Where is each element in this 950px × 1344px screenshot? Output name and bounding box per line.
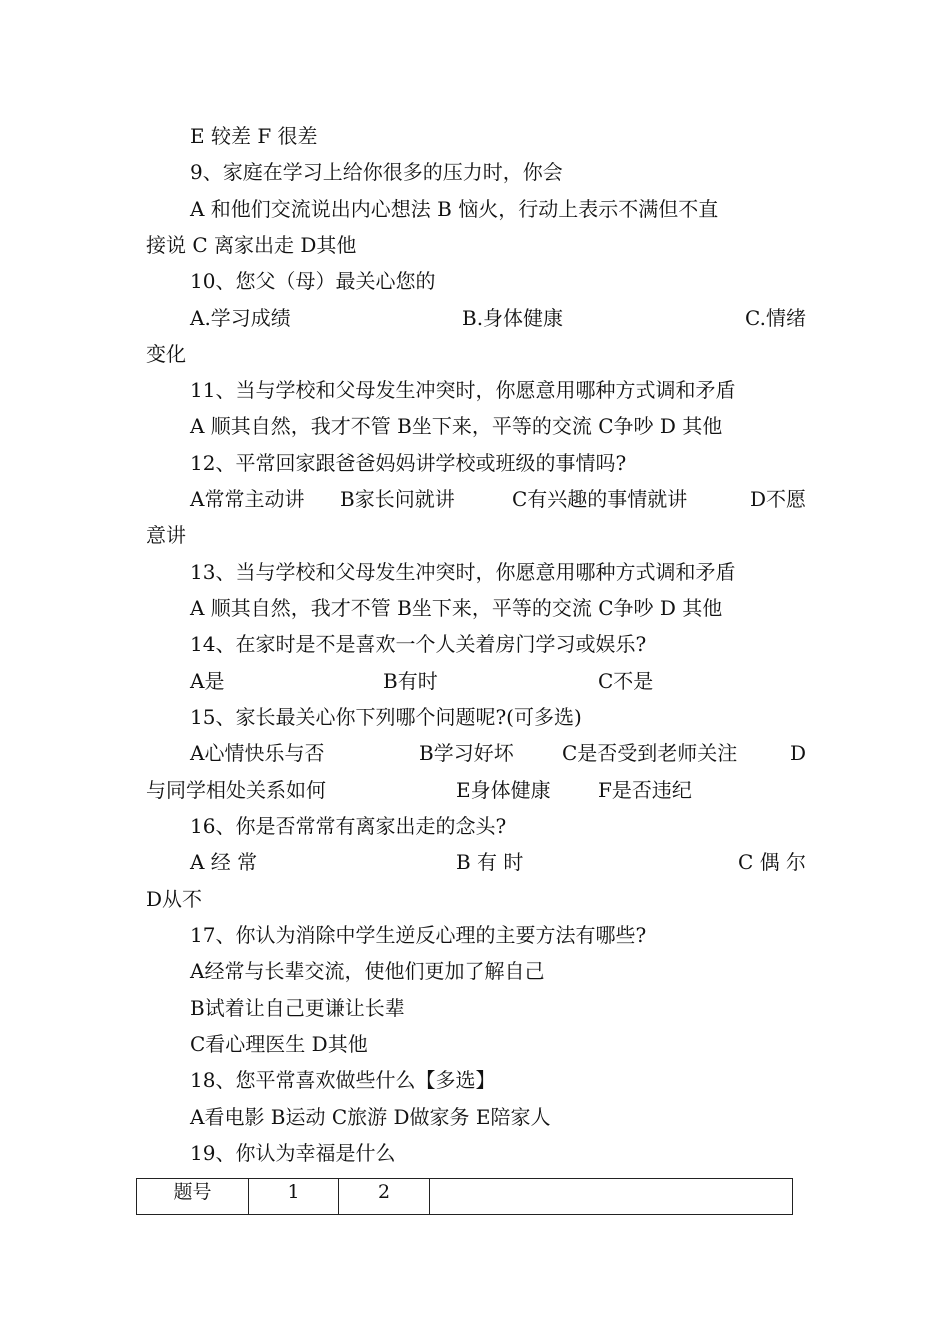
question-16: 16、你是否常常有离家出走的念头? bbox=[190, 814, 507, 838]
q10-options-row bbox=[190, 304, 806, 332]
q12-option-b: B家长问就讲 bbox=[340, 487, 455, 511]
q15-option-d-text: 与同学相处关系如何 bbox=[146, 778, 326, 802]
q15-option-e: E身体健康 bbox=[456, 778, 551, 802]
question-19: 19、你认为幸福是什么 bbox=[190, 1141, 396, 1165]
answer-table bbox=[136, 1178, 793, 1215]
q15-option-a: A心情快乐与否 bbox=[190, 741, 325, 765]
table-row bbox=[137, 1179, 793, 1215]
q10-option-c: C.情绪 bbox=[745, 306, 806, 330]
question-12: 12、平常回家跟爸爸妈妈讲学校或班级的事情吗? bbox=[190, 451, 627, 475]
q15-option-f: F是否违纪 bbox=[598, 778, 692, 802]
q13-options: A 顺其自然，我才不管 B坐下来，平等的交流 C争吵 D 其他 bbox=[190, 596, 723, 620]
question-9: 9、家庭在学习上给你很多的压力时，你会 bbox=[190, 160, 563, 184]
q9-options-line2: 接说 C 离家出走 D其他 bbox=[146, 233, 357, 257]
question-13: 13、当与学校和父母发生冲突时，你愿意用哪种方式调和矛盾 bbox=[190, 560, 736, 584]
q18-options: A看电影 B运动 C旅游 D做家务 E陪家人 bbox=[190, 1105, 551, 1129]
q12-option-d: D不愿 bbox=[749, 487, 806, 511]
question-15: 15、家长最关心你下列哪个问题呢?(可多选) bbox=[190, 705, 582, 729]
question-18: 18、您平常喜欢做些什么【多选】 bbox=[190, 1068, 496, 1092]
q15-option-c: C是否受到老师关注 bbox=[562, 741, 738, 765]
q17-option-b: B试着让自己更谦让长辈 bbox=[190, 996, 405, 1020]
table-cell-1: 1 bbox=[249, 1179, 339, 1215]
q9-options-line1: A 和他们交流说出内心想法 B 恼火，行动上表示不满但不直 bbox=[190, 197, 719, 221]
table-cell-2: 2 bbox=[339, 1179, 430, 1215]
q16-options-tail: D从不 bbox=[146, 887, 203, 911]
q17-option-a: A经常与长辈交流，使他们更加了解自己 bbox=[190, 959, 545, 983]
q8-options-tail: E 较差 F 很差 bbox=[190, 124, 318, 148]
q14-option-b: B有时 bbox=[383, 669, 438, 693]
q15-options-row2 bbox=[146, 776, 806, 804]
q16-option-a: A 经 常 bbox=[190, 850, 258, 874]
q10-options-tail: 变化 bbox=[146, 342, 186, 366]
q15-options-row1 bbox=[190, 739, 806, 767]
table-cell-question-number-header: 题号 bbox=[137, 1179, 249, 1215]
q14-option-a: A是 bbox=[190, 669, 225, 693]
q12-options-tail: 意讲 bbox=[146, 523, 186, 547]
q14-option-c: C不是 bbox=[598, 669, 654, 693]
question-14: 14、在家时是不是喜欢一个人关着房门学习或娱乐? bbox=[190, 632, 647, 656]
q16-options-row bbox=[190, 848, 806, 876]
q12-option-c: C有兴趣的事情就讲 bbox=[512, 487, 688, 511]
q16-option-b: B 有 时 bbox=[456, 850, 524, 874]
q10-option-a: A.学习成绩 bbox=[190, 306, 291, 330]
table-cell-empty bbox=[430, 1179, 793, 1215]
q12-options-row bbox=[190, 485, 806, 513]
q12-option-a: A常常主动讲 bbox=[190, 487, 305, 511]
q11-options: A 顺其自然，我才不管 B坐下来，平等的交流 C争吵 D 其他 bbox=[190, 414, 723, 438]
question-11: 11、当与学校和父母发生冲突时，你愿意用哪种方式调和矛盾 bbox=[190, 378, 736, 402]
q17-options-cd: C看心理医生 D其他 bbox=[190, 1032, 368, 1056]
question-17: 17、你认为消除中学生逆反心理的主要方法有哪些? bbox=[190, 923, 647, 947]
question-10: 10、您父（母）最关心您的 bbox=[190, 269, 436, 293]
q10-option-b: B.身体健康 bbox=[462, 306, 564, 330]
q14-options-row bbox=[190, 667, 806, 695]
q15-option-b: B学习好坏 bbox=[419, 741, 514, 765]
q15-option-d: D bbox=[789, 741, 806, 765]
q16-option-c: C 偶 尔 bbox=[737, 850, 806, 874]
